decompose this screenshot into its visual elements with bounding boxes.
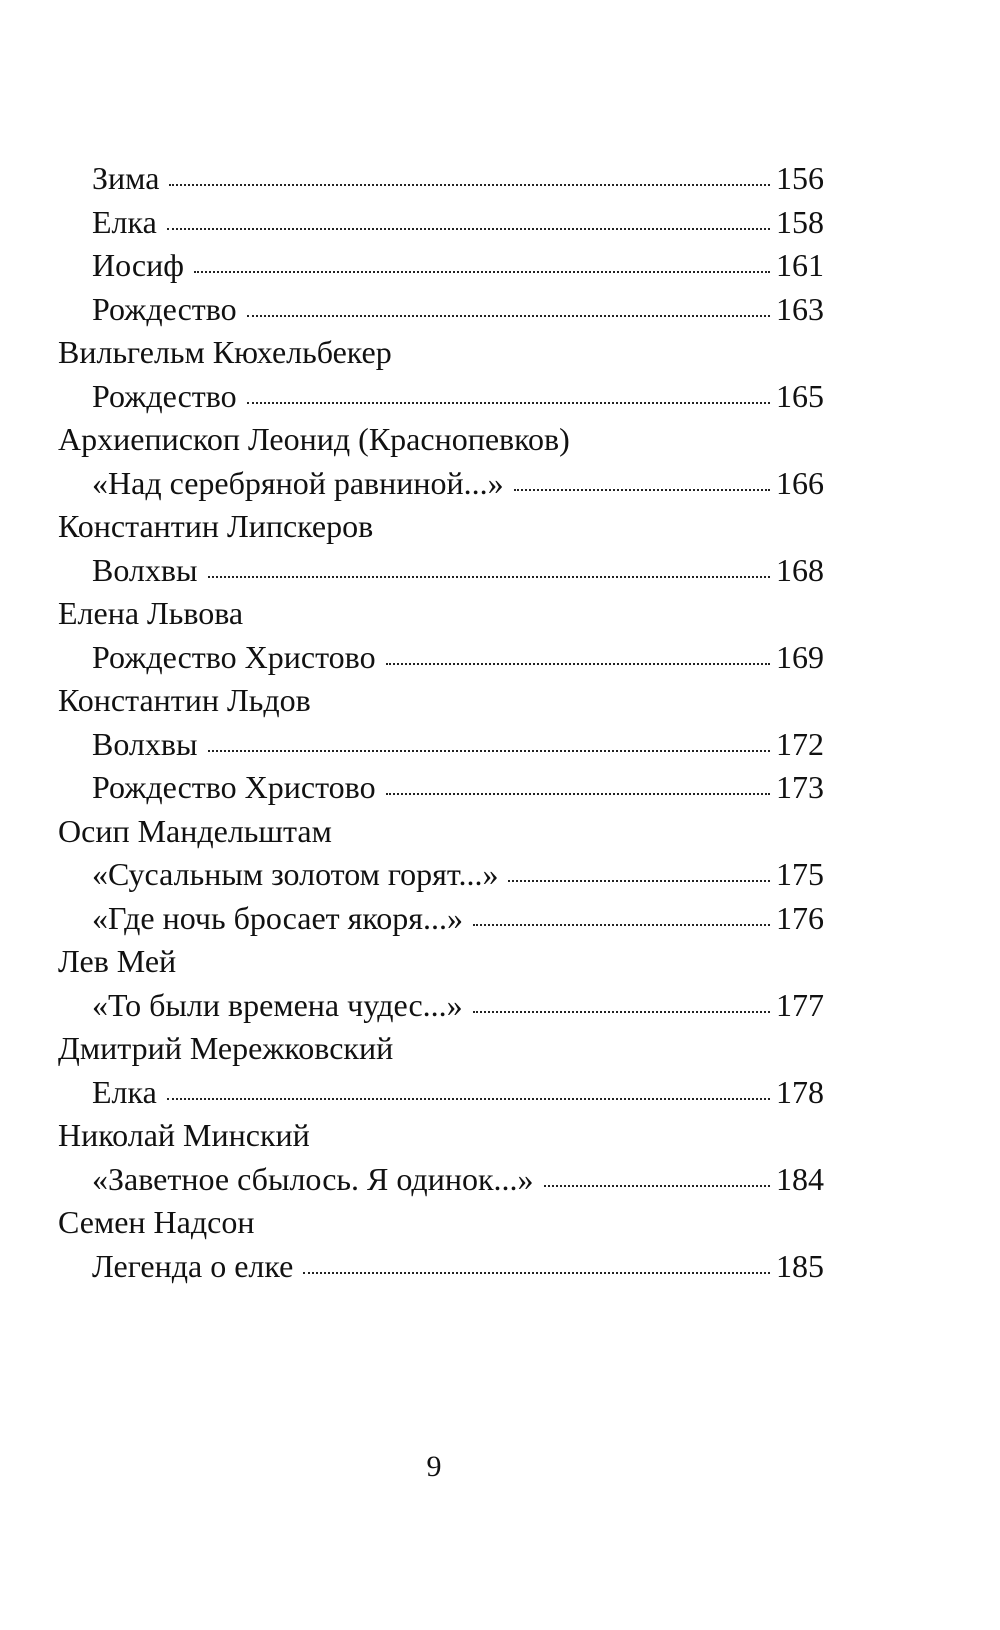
dot-leader [473,924,770,926]
toc-entry-title: Рождество [92,290,237,327]
dot-leader [303,1272,770,1274]
dot-leader [167,228,770,230]
toc-author: Семен Надсон [58,1204,255,1240]
toc-entry-page: 165 [776,377,824,414]
toc-entry-title: Легенда о елке [92,1247,294,1284]
toc-author: Елена Львова [58,595,244,631]
dot-leader [473,1011,770,1013]
toc-entry [0,984,824,1028]
dot-leader [386,793,770,795]
dot-leader [508,880,770,882]
toc-entry-page: 166 [776,464,824,501]
dot-leader [544,1185,771,1187]
toc-entry [0,766,824,810]
toc-entry-title: «То были времена чудес...» [92,986,463,1023]
toc-entry-page: 172 [776,725,824,762]
toc-entry-title: Рождество Христово [92,638,376,675]
toc-entry-title: Елка [92,203,157,240]
dot-leader [247,315,770,317]
toc-entry [0,1245,824,1289]
toc-entry-page: 185 [776,1247,824,1284]
toc-entry [0,1158,824,1202]
toc-entry-title: Иосиф [92,247,184,283]
toc-entry-title: «Где ночь бросает якоря...» [92,899,463,936]
toc-entry-page: 175 [776,856,824,892]
toc-entry-page: 173 [776,769,824,805]
dot-leader [208,576,771,578]
toc-entry-title: Рождество [92,377,237,414]
toc-entry [0,636,824,680]
toc-entry-page: 169 [776,638,824,675]
dot-leader [194,271,770,273]
toc-entry-page: 168 [776,551,824,588]
dot-leader [169,184,770,186]
toc-entry-title: Волхвы [92,725,198,762]
toc-entry [0,897,824,941]
toc-entry [0,549,824,593]
toc-entry-page: 161 [776,247,824,283]
toc-author: Дмитрий Мережковский [58,1030,394,1066]
toc-entry-page: 158 [776,203,824,240]
toc-entry [0,288,824,332]
toc-entry-page: 156 [776,160,824,196]
toc-author: Осип Мандельштам [58,812,332,849]
toc-entry [0,462,824,506]
toc-entry-title: Елка [92,1073,157,1110]
toc-entry-title: «Заветное сбылось. Я одинок...» [92,1160,534,1197]
toc-author: Лев Мей [58,943,177,979]
toc-author: Николай Минский [58,1117,310,1153]
toc-entry-title: Зима [92,160,160,196]
dot-leader [208,750,771,752]
toc-entry-page: 177 [776,986,824,1023]
toc-author: Вильгельм Кюхельбекер [58,334,392,370]
toc-entry-title: Рождество Христово [92,769,376,805]
dot-leader [514,489,770,491]
toc-entry [0,1071,824,1115]
toc-entry-page: 176 [776,899,824,936]
toc-entry [0,201,824,245]
page-number: 9 [426,1450,442,1483]
toc-entry [0,375,824,419]
toc-entry-page: 178 [776,1073,824,1110]
toc-entry [0,244,824,288]
table-of-contents [0,157,1000,1288]
toc-author: Константин Льдов [58,682,311,718]
toc-entry [0,723,824,767]
toc-entry [0,157,824,201]
toc-author: Архиепископ Леонид (Краснопевков) [58,421,570,457]
toc-entry-page: 163 [776,290,824,327]
toc-entry-title: Волхвы [92,551,198,588]
toc-entry-title: «Над серебряной равниной...» [92,464,504,501]
dot-leader [167,1098,770,1100]
toc-author: Константин Липскеров [58,508,374,544]
dot-leader [386,663,770,665]
toc-entry-page: 184 [776,1160,824,1197]
toc-entry-title: «Сусальным золотом горят...» [92,856,499,892]
toc-entry [0,853,824,897]
dot-leader [247,402,770,404]
